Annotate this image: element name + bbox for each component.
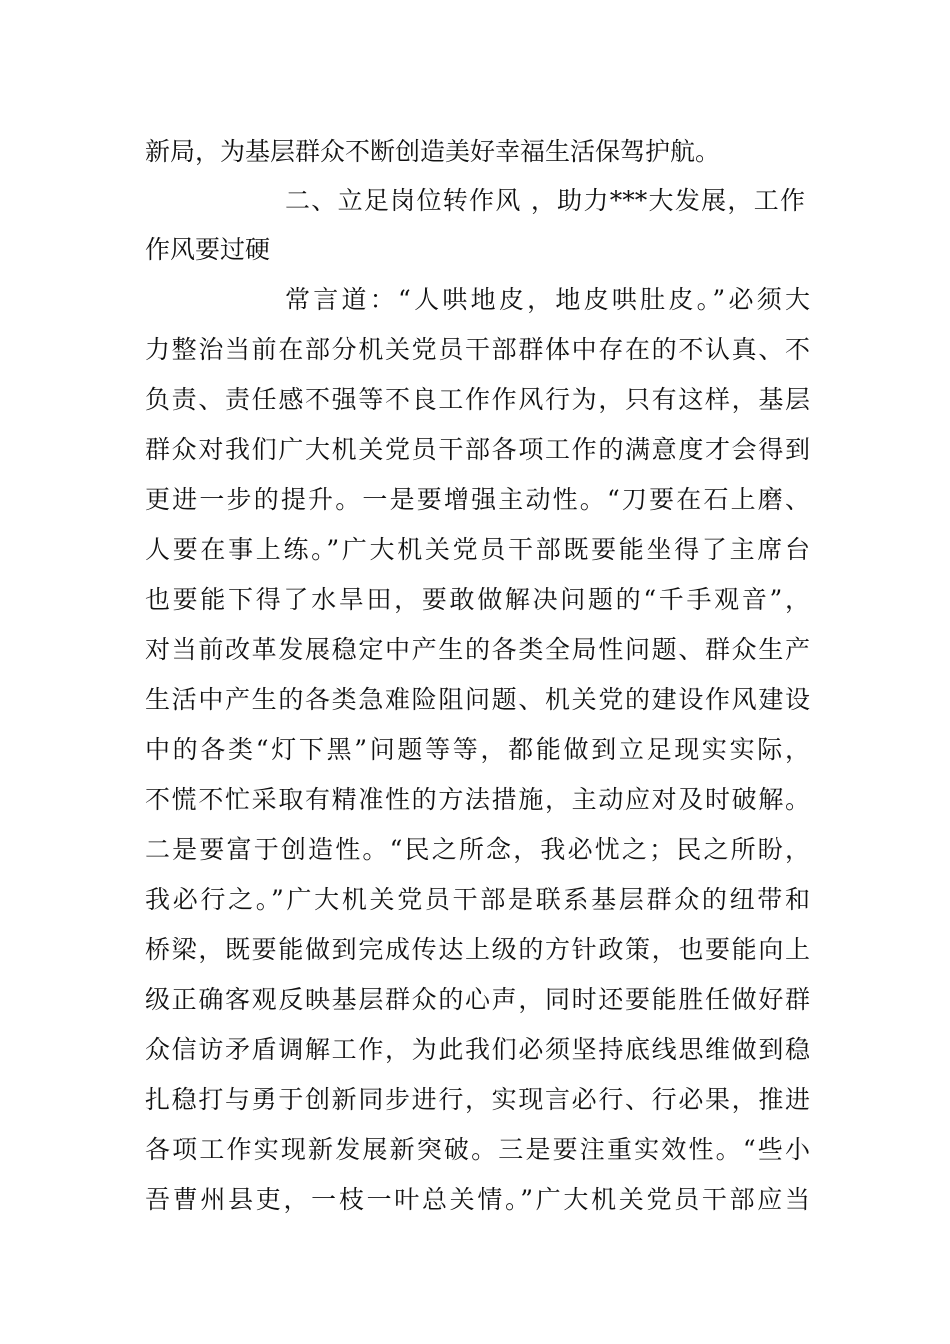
section-heading-line-1: 二、立足岗位转作风 ，助力***大发展，工作 xyxy=(285,186,805,215)
text-line-22: 吾曹州县吏，一枝一叶总关情。”广大机关党员干部应当 xyxy=(145,1185,810,1214)
text-line-7: 群众对我们广大机关党员干部各项工作的满意度才会得到 xyxy=(145,435,810,464)
text-line-11: 对当前改革发展稳定中产生的各类全局性问题、群众生产 xyxy=(145,635,810,664)
text-line-9: 人要在事上练。”广大机关党员干部既要能坐得了主席台 xyxy=(145,535,810,564)
text-line-5: 力整治当前在部分机关党员干部群体中存在的不认真、不 xyxy=(145,335,810,364)
text-line-13: 中的各类“灯下黑”问题等等，都能做到立足现实实际， xyxy=(145,735,810,764)
paragraph-first-line: 常言道：“人哄地皮，地皮哄肚皮。”必须大 xyxy=(285,285,810,314)
text-line-17: 桥梁，既要能做到完成传达上级的方针政策，也要能向上 xyxy=(145,935,810,964)
text-line-19: 众信访矛盾调解工作，为此我们必须坚持底线思维做到稳 xyxy=(145,1035,810,1064)
text-line-21: 各项工作实现新发展新突破。三是要注重实效性。“些小 xyxy=(145,1135,810,1164)
text-line-12: 生活中产生的各类急难险阻问题、机关党的建设作风建设 xyxy=(145,685,810,714)
section-heading-line-2: 作风要过硬 xyxy=(145,235,271,264)
text-line-16: 我必行之。”广大机关党员干部是联系基层群众的纽带和 xyxy=(145,885,810,914)
text-line-18: 级正确客观反映基层群众的心声，同时还要能胜任做好群 xyxy=(145,985,810,1014)
text-line-8: 更进一步的提升。一是要增强主动性。“刀要在石上磨、 xyxy=(145,485,810,514)
text-line-6: 负责、责任感不强等不良工作作风行为，只有这样，基层 xyxy=(145,385,810,414)
text-line-15: 二是要富于创造性。“民之所念，我必忧之；民之所盼， xyxy=(145,835,810,864)
text-line-20: 扎稳打与勇于创新同步进行，实现言必行、行必果，推进 xyxy=(145,1085,810,1114)
text-line-14: 不慌不忙采取有精准性的方法措施，主动应对及时破解。 xyxy=(145,785,810,814)
text-line-10: 也要能下得了水旱田，要敢做解决问题的“千手观音”， xyxy=(145,585,810,614)
text-line-1: 新局，为基层群众不断创造美好幸福生活保驾护航。 xyxy=(145,137,721,166)
